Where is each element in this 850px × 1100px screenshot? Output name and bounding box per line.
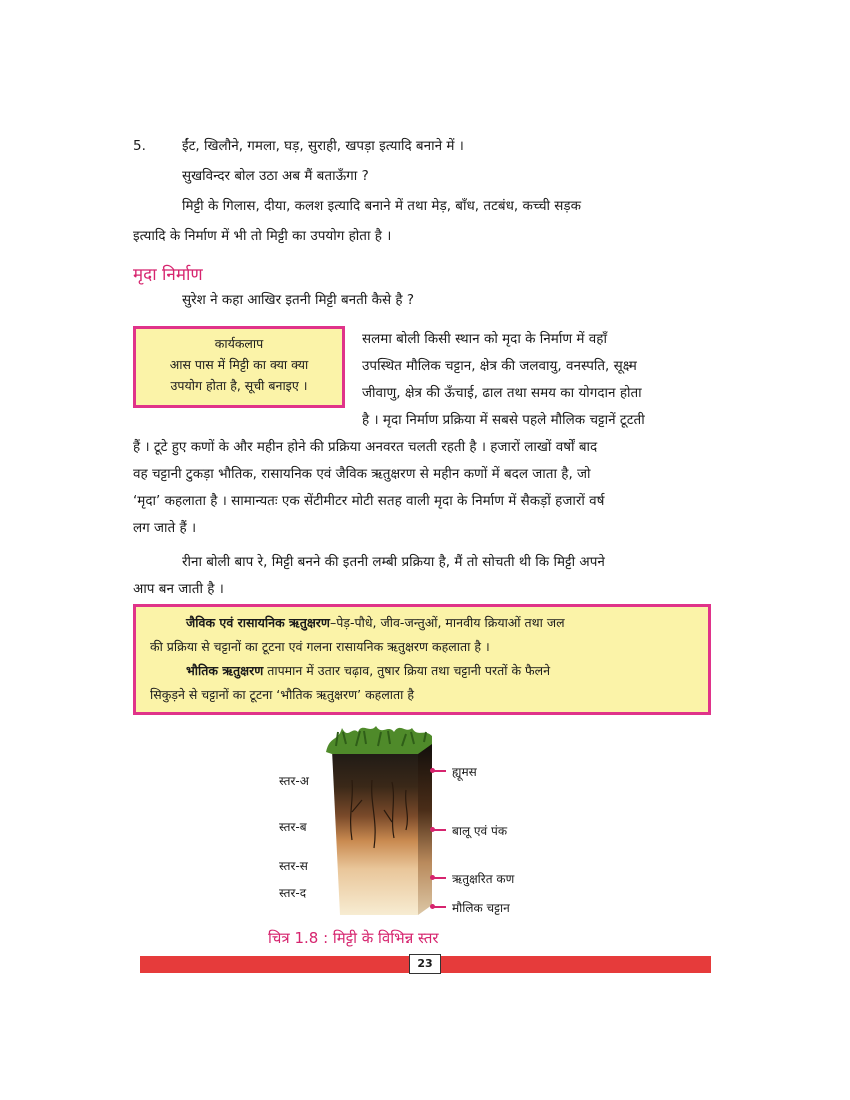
definition-line: की प्रक्रिया से चट्टानों का टूटना एवं गलना रासायनिक ऋतुक्षरण कहलाता है । (150, 639, 490, 654)
list-item-number: 5. (133, 138, 146, 154)
pointer-line (432, 877, 446, 879)
body-text-line: सलमा बोली किसी स्थान को मृदा के निर्माण में वहाँ (362, 331, 607, 347)
body-text-line: उपस्थित मौलिक चट्टान, क्षेत्र की जलवायु, वनस्पति, सूक्ष्म (362, 358, 637, 374)
definition-term: भौतिक ऋतुक्षरण (186, 663, 264, 678)
pointer-line (432, 906, 446, 908)
dialogue-line: सुखविन्दर बोल उठा अब मैं बताऊँगा ? (182, 168, 369, 184)
stratum-label: स्तर-द (279, 886, 307, 900)
page-number: 23 (409, 954, 441, 974)
stratum-label: स्तर-ब (279, 820, 307, 834)
body-text-line: लग जाते हैं । (133, 520, 197, 536)
body-text-line: जीवाणु, क्षेत्र की ऊँचाई, ढाल तथा समय का योगदान होता (362, 385, 642, 401)
definition-line: सिकुड़ने से चट्टानों का टूटना ‘भौतिक ऋतुक्षरण’ कहलाता है (150, 687, 415, 702)
layer-label-humus: ह्यूमस (452, 765, 477, 779)
body-text-line: इत्यादि के निर्माण में भी तो मिट्टी का उपयोग होता है । (133, 228, 392, 244)
activity-body-line: आस पास में मिट्टी का क्या क्या (169, 357, 309, 372)
stratum-label: स्तर-अ (279, 774, 309, 788)
pointer-line (432, 829, 446, 831)
pointer-line (432, 770, 446, 772)
definition-text: –पेड़-पौधे, जीव-जन्तुओं, मानवीय क्रियाओं तथा जल (329, 615, 565, 630)
layer-label-sand-silt: बालू एवं पंक (452, 824, 508, 838)
layer-label-weathered-particles: ऋतुक्षरित कण (452, 872, 515, 886)
dialogue-line: रीना बोली बाप रे, मिट्टी बनने की इतनी लम्बी प्रक्रिया है, मैं तो सोचती थी कि मिट्टी अपने (182, 554, 605, 570)
body-text-line: हैं । टूटे हुए कणों के और महीन होने की प्रक्रिया अनवरत चलती रहती है । हजारों लाखों वर्षों बाद (133, 439, 598, 455)
dialogue-line: सुरेश ने कहा आखिर इतनी मिट्टी बनती कैसे है ? (182, 292, 415, 308)
definition-term: जैविक एवं रासायनिक ऋतुक्षरण (186, 615, 330, 630)
layer-label-bedrock: मौलिक चट्टान (452, 901, 510, 915)
body-text-line: है । मृदा निर्माण प्रक्रिया में सबसे पहले मौलिक चट्टानें टूटती (362, 412, 645, 428)
section-heading: मृदा निर्माण (133, 265, 203, 285)
body-text-line: वह चट्टानी टुकड़ा भौतिक, रासायनिक एवं जैविक ऋतुक्षरण से महीन कणों में बदल जाता है, जो (133, 466, 591, 482)
activity-body-line: उपयोग होता है, सूची बनाइए । (170, 378, 308, 393)
body-text-line: ‘मृदा’ कहलाता है । सामान्यतः एक सेंटीमीटर मोटी सतह वाली मृदा के निर्माण में सैकड़ों हजारों वर्ष (133, 493, 605, 509)
body-text-line: मिट्टी के गिलास, दीया, कलश इत्यादि बनाने में तथा मेड़, बाँध, तटबंध, कच्ची सड़क (182, 198, 582, 214)
figure-caption: चित्र 1.8 : मिट्टी के विभिन्न स्तर (268, 929, 439, 947)
stratum-label: स्तर-स (279, 859, 308, 873)
body-text-line: आप बन जाती है । (133, 581, 224, 597)
activity-title: कार्यकलाप (214, 336, 264, 351)
list-item-text: ईंट, खिलौने, गमला, घड़, सुराही, खपड़ा इत्यादि बनाने में । (182, 138, 464, 154)
definition-text: तापमान में उतार चढ़ाव, तुषार क्रिया तथा चट्टानी परतों के फैलने (263, 663, 551, 678)
